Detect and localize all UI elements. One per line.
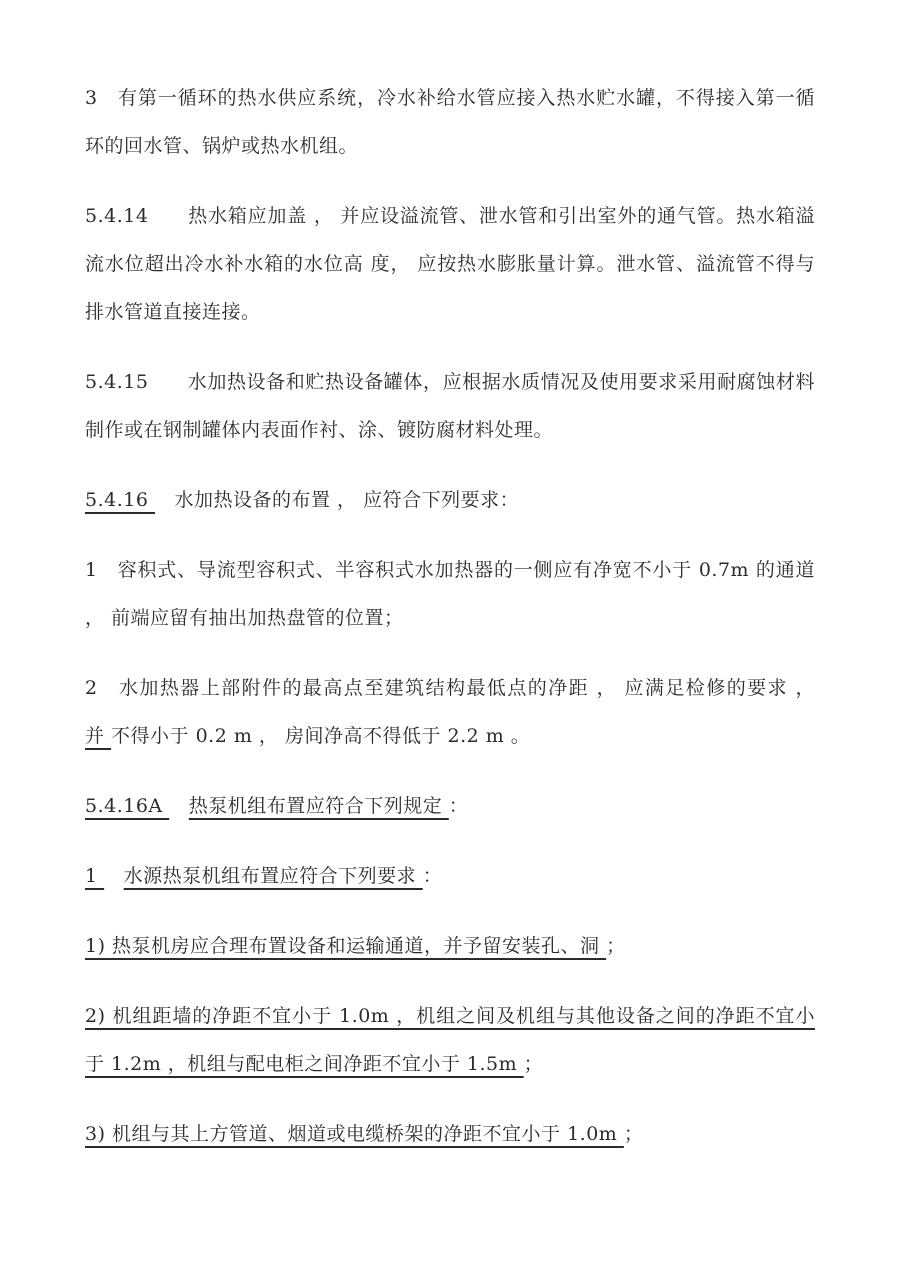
- paragraph-clause-5-4-16: [85, 476, 815, 524]
- text-run: ：: [448, 795, 469, 817]
- text-run: 并: [85, 725, 112, 747]
- text-run: 5.4.16: [85, 489, 155, 511]
- paragraph-clause-5-4-14: [85, 192, 815, 336]
- text-run: ；: [523, 1053, 544, 1075]
- text-run: 2 水加热器上部附件的最高点至建筑结构最低点的净距 ， 应满足检修的要求 ，: [85, 677, 815, 699]
- paragraph-clause-5-4-15: [85, 358, 815, 454]
- paragraph-clause-5-4-16A-item-1-sub-2: [85, 992, 815, 1088]
- text-run: 1: [85, 865, 105, 887]
- text-run: [169, 795, 189, 817]
- text-run: [104, 865, 124, 887]
- text-run: 热泵机组布置应符合下列规定: [188, 795, 449, 817]
- paragraph-clause-5-4-16A-item-1-sub-1: [85, 922, 815, 970]
- text-run: 1) 热泵机房应合理布置设备和运输通道，并予留安装孔、洞: [85, 935, 607, 957]
- text-run: 3 有第一循环的热水供应系统，冷水补给水管应接入热水贮水罐，不得接入第一循环的回水管、锅炉或热水机组。: [85, 87, 815, 157]
- text-run: 1 容积式、导流型容积式、半容积式水加热器的一侧应有净宽不小于 0.7m 的通道 ， 前端应留有抽出加热盘管的位置；: [85, 559, 815, 629]
- paragraph-clause-5-4-16-item-1: [85, 546, 815, 642]
- paragraph-clause-5-4-16-item-2: [85, 664, 815, 760]
- text-run: 2) 机组距墙的净距不宜小于 1.0m ，机组之间及机组与其他设备之间的净距不宜小于 1.2m ，机组与配电柜之间净距不宜小于 1.5m: [85, 1005, 815, 1075]
- paragraph-clause-3: [85, 74, 815, 170]
- text-run: ；: [623, 1123, 644, 1145]
- text-run: 5.4.16A: [85, 795, 170, 817]
- document-body: [85, 74, 815, 1158]
- text-run: 不得小于 0.2 m ， 房间净高不得低于 2.2 m 。: [111, 725, 531, 747]
- text-run: 3) 机组与其上方管道、烟道或电缆桥架的净距不宜小于 1.0m: [85, 1123, 624, 1145]
- text-run: 水源热泵机组布置应符合下列要求: [123, 865, 423, 887]
- paragraph-clause-5-4-16A-item-1: [85, 852, 815, 900]
- text-run: 5.4.14 热水箱应加盖 ， 并应设溢流管、泄水管和引出室外的通气管。热水箱溢流水位超出冷水补水箱的水位高 度， 应按热水膨胀量计算。泄水管、溢流管不得与排水管道直接连接。: [85, 205, 815, 323]
- text-run: 水加热设备的布置 ， 应符合下列要求：: [154, 489, 520, 511]
- paragraph-clause-5-4-16A-item-1-sub-3: [85, 1110, 815, 1158]
- paragraph-clause-5-4-16A: [85, 782, 815, 830]
- text-run: ：: [422, 865, 443, 887]
- text-run: ；: [606, 935, 626, 957]
- text-run: 5.4.15 水加热设备和贮热设备罐体，应根据水质情况及使用要求采用耐腐蚀材料制作或在钢制罐体内表面作衬、涂、镀防腐材料处理。: [85, 371, 815, 441]
